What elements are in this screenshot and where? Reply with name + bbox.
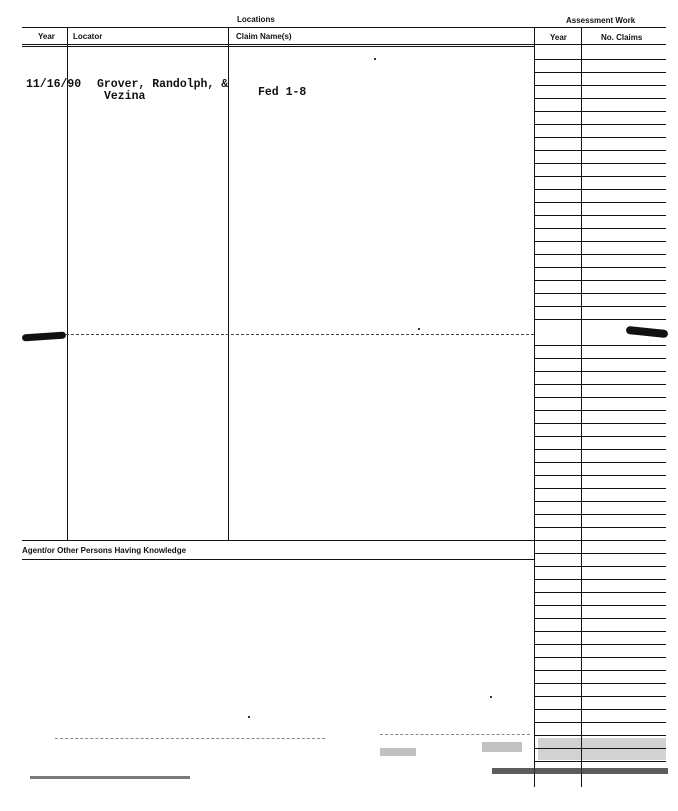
ledger-row [534, 553, 666, 554]
entry-locator-line1: Grover, Randolph, & [97, 78, 229, 91]
ledger-row [534, 150, 666, 151]
ledger-row [534, 384, 666, 385]
year-locator-divider [67, 27, 68, 540]
ledger-row [534, 501, 666, 502]
ledger-row [534, 566, 666, 567]
ledger-row [534, 189, 666, 190]
left-edge-smudge [22, 331, 66, 341]
ledger-row [534, 319, 666, 320]
ledger-row [534, 98, 666, 99]
ledger-row [534, 59, 666, 60]
ledger-row [534, 722, 666, 723]
ledger-row [534, 657, 666, 658]
claims-assessment-divider [534, 27, 535, 787]
entry-locator-line2: Vezina [104, 90, 146, 103]
ledger-row [534, 358, 666, 359]
locator-column-header: Locator [73, 32, 103, 41]
ledger-row [534, 683, 666, 684]
claim-names-column-header: Claim Name(s) [236, 32, 292, 41]
ledger-row [534, 449, 666, 450]
ledger-row [534, 410, 666, 411]
noise-patch [538, 738, 666, 760]
ledger-row [534, 241, 666, 242]
ledger-row [534, 540, 666, 541]
noise-speck [374, 58, 376, 60]
agent-section-rule [22, 559, 534, 560]
ledger-row [534, 735, 666, 736]
ledger-row [534, 163, 666, 164]
ledger-row [534, 592, 666, 593]
ledger-row [534, 696, 666, 697]
ledger-row [534, 670, 666, 671]
ledger-row [534, 280, 666, 281]
ledger-row [534, 215, 666, 216]
ledger-row [534, 462, 666, 463]
ledger-row [534, 397, 666, 398]
header-top-rule [22, 27, 666, 28]
ledger-row [534, 644, 666, 645]
assessment-work-heading: Assessment Work [566, 16, 636, 25]
ledger-row [534, 436, 666, 437]
noise-dash [55, 738, 325, 739]
ledger-row [534, 514, 666, 515]
noise-speck [490, 696, 492, 698]
ledger-row [534, 85, 666, 86]
locations-heading: Locations [237, 15, 275, 24]
right-edge-smudge [626, 326, 669, 338]
ledger-row [534, 72, 666, 73]
ledger-row [534, 254, 666, 255]
noise-streak [30, 776, 190, 779]
ledger-row [534, 228, 666, 229]
locator-claim-divider [228, 27, 229, 540]
ledger-row [534, 527, 666, 528]
agent-section-heading: Agent/or Other Persons Having Knowledge [22, 546, 187, 555]
ledger-row [534, 124, 666, 125]
noise-speck [248, 716, 250, 718]
ledger-row [534, 267, 666, 268]
ledger-row [534, 709, 666, 710]
header-bottom-rule [22, 44, 666, 45]
ledger-row [534, 631, 666, 632]
year-column-header: Year [38, 32, 55, 41]
entry-year: 11/16/90 [26, 78, 82, 91]
ledger-row [534, 137, 666, 138]
ledger-row [534, 371, 666, 372]
header-double-rule [22, 46, 534, 47]
assessment-year-count-divider [581, 27, 582, 787]
locations-table-bottom-rule [22, 540, 534, 541]
ledger-row [534, 761, 666, 762]
ledger-row [534, 475, 666, 476]
ledger-row [534, 618, 666, 619]
mid-page-dashed-line [66, 334, 534, 335]
ledger-row [534, 345, 666, 346]
ledger-row [534, 293, 666, 294]
ledger-row [534, 111, 666, 112]
ledger-row [534, 488, 666, 489]
ledger-row [534, 306, 666, 307]
ledger-row [534, 605, 666, 606]
ledger-row [534, 176, 666, 177]
noise-speck [418, 328, 420, 330]
noise-patch [482, 742, 522, 752]
ledger-row [534, 579, 666, 580]
no-claims-column-header: No. Claims [601, 33, 643, 42]
ledger-row [534, 423, 666, 424]
assessment-year-column-header: Year [550, 33, 567, 42]
noise-streak [492, 768, 668, 774]
entry-claim-name: Fed 1-8 [258, 86, 307, 99]
noise-patch [380, 748, 416, 756]
ledger-row [534, 202, 666, 203]
noise-dash [380, 734, 530, 735]
